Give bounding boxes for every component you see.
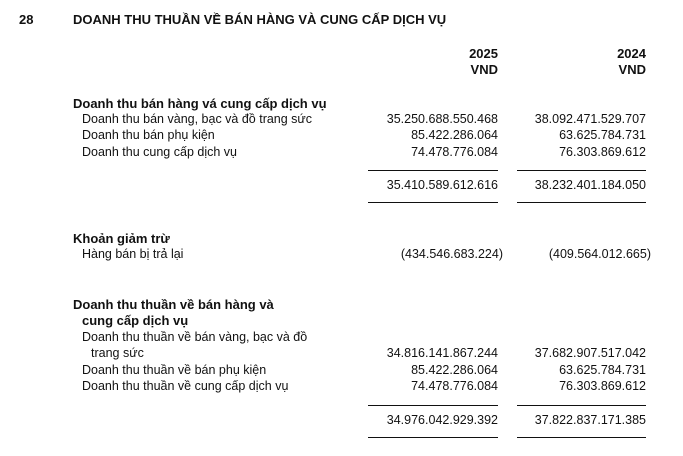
- total-rule-bottom-2024: [517, 437, 646, 438]
- subtotal-rule-top-2024: [517, 170, 646, 171]
- section-heading-deductions: Khoản giảm trừ: [73, 231, 170, 246]
- row-value-2025: 35.250.688.550.468: [386, 112, 498, 126]
- row-value-2025: 74.478.776.084: [411, 379, 498, 393]
- row-value-2025: (434.546.683.224): [400, 247, 503, 261]
- column-unit-2025: VND: [470, 62, 498, 77]
- row-value-2024: (409.564.012.665): [548, 247, 651, 261]
- row-value-2024: 63.625.784.731: [559, 363, 646, 377]
- subtotal-rule-bottom-2024: [517, 202, 646, 203]
- row-label: Doanh thu bán phụ kiện: [82, 128, 215, 142]
- total-value-2024: 37.822.837.171.385: [534, 413, 646, 427]
- note-number: 28: [19, 12, 34, 27]
- row-value-2025: 85.422.286.064: [411, 363, 498, 377]
- section-heading-gross-revenue: Doanh thu bán hàng vá cung cấp dịch vụ: [73, 96, 327, 111]
- row-label: Doanh thu thuần về cung cấp dịch vụ: [82, 379, 289, 393]
- row-value-2025: 85.422.286.064: [411, 128, 498, 142]
- row-label: Hàng bán bị trả lại: [82, 247, 184, 261]
- section-heading-net-revenue-line2: cung cấp dịch vụ: [82, 313, 189, 328]
- note-title: DOANH THU THUẦN VỀ BÁN HÀNG VÀ CUNG CẤP DỊCH VỤ: [73, 12, 447, 27]
- subtotal-rule-top-2025: [368, 170, 498, 171]
- total-rule-top-2024: [517, 405, 646, 406]
- row-value-2024: 37.682.907.517.042: [534, 346, 646, 360]
- subtotal-value-2025: 35.410.589.612.616: [386, 178, 498, 192]
- row-label: Doanh thu bán vàng, bạc và đồ trang sức: [82, 112, 313, 126]
- row-value-2024: 76.303.869.612: [559, 145, 646, 159]
- row-value-2024: 63.625.784.731: [559, 128, 646, 142]
- column-unit-2024: VND: [618, 62, 646, 77]
- row-value-2025: 74.478.776.084: [411, 145, 498, 159]
- column-year-2024: 2024: [617, 46, 646, 61]
- row-value-2024: 38.092.471.529.707: [534, 112, 646, 126]
- section-heading-net-revenue-line1: Doanh thu thuần về bán hàng và: [73, 297, 274, 312]
- row-label-line2: trang sức: [91, 346, 144, 360]
- total-rule-bottom-2025: [368, 437, 498, 438]
- subtotal-value-2024: 38.232.401.184.050: [534, 178, 646, 192]
- column-year-2025: 2025: [469, 46, 498, 61]
- total-rule-top-2025: [368, 405, 498, 406]
- row-label: Doanh thu cung cấp dịch vụ: [82, 145, 237, 159]
- row-label: Doanh thu thuần về bán phụ kiện: [82, 363, 267, 377]
- row-value-2025: 34.816.141.867.244: [386, 346, 498, 360]
- row-value-2024: 76.303.869.612: [559, 379, 646, 393]
- subtotal-rule-bottom-2025: [368, 202, 498, 203]
- row-label-line1: Doanh thu thuần về bán vàng, bạc và đồ: [82, 330, 308, 344]
- total-value-2025: 34.976.042.929.392: [386, 413, 498, 427]
